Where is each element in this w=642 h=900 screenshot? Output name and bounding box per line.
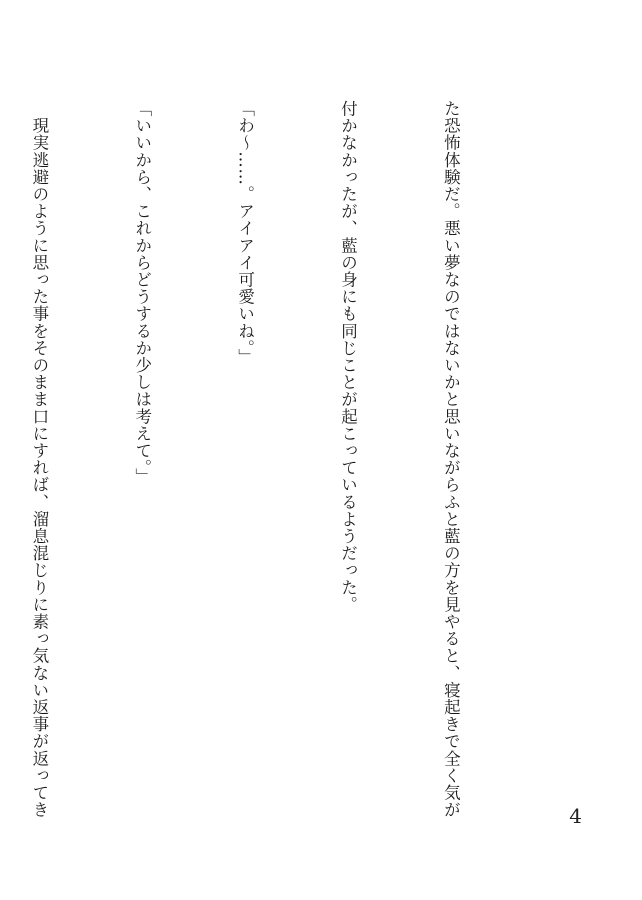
text-line: 現実逃避のように思った事をそのまま口にすれば、溜息混じりに素っ気ない返事が返ってき bbox=[29, 100, 49, 819]
text-line: 付かなかったが、藍の身にも同じことが起こっているようだった。 bbox=[338, 100, 358, 613]
text-line: た恐怖体験だ。悪い夢なのではないかと思いながらふと藍の方を見やると、寝起きで全く気が bbox=[441, 100, 461, 819]
page-number: 4 bbox=[569, 804, 582, 828]
vertical-text-body bbox=[0, 100, 536, 819]
text-line: 「いいから、これからどうするか少しは考えて。」 bbox=[132, 100, 152, 486]
text-line: 「わ～……。アイアイ可愛いね。」 bbox=[235, 100, 255, 366]
